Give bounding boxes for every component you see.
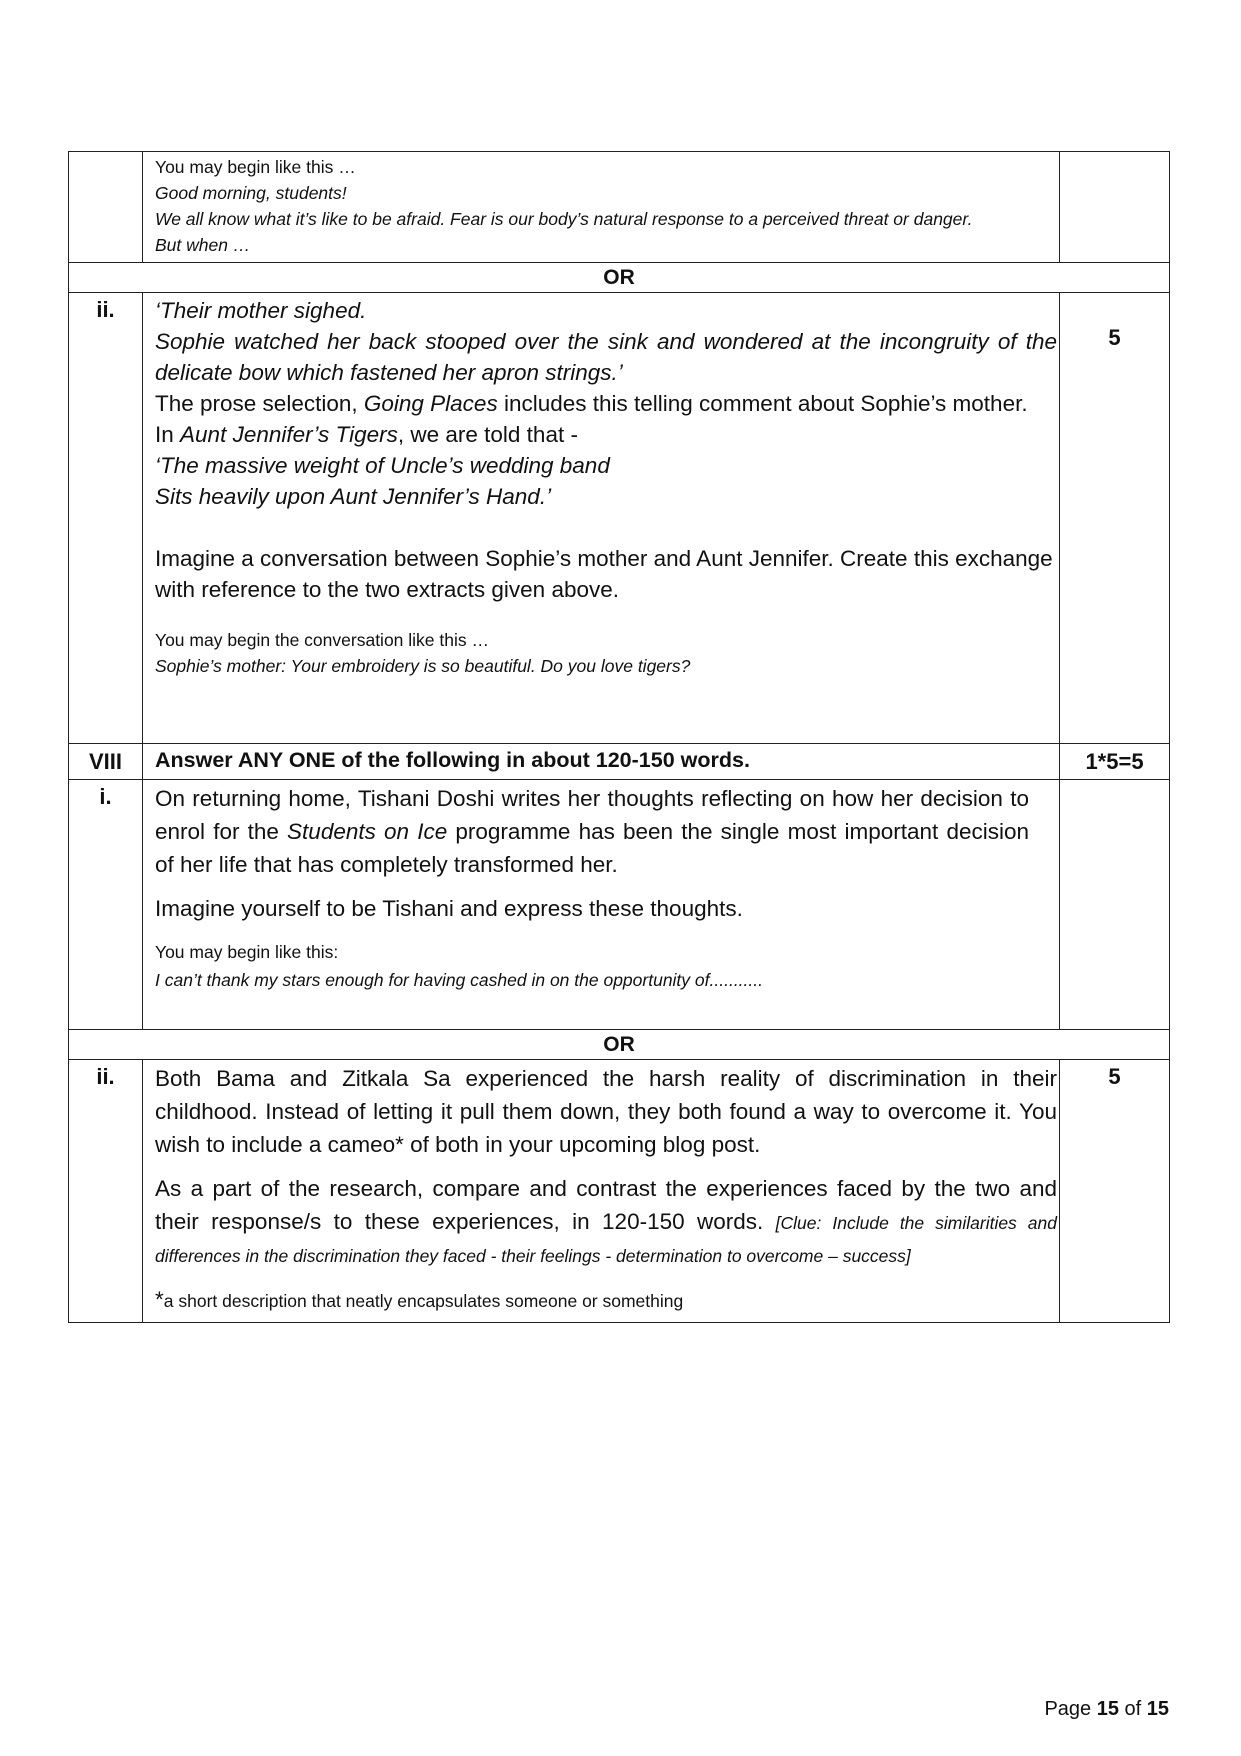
quote-line: Sophie watched her back stooped over the sink and wondered at the incongruity of the delicate bow which fastened her apron strings.’: [155, 329, 1057, 385]
question-content: [143, 293, 1060, 744]
question-paragraph: Both Bama and Zitkala Sa experienced the harsh reality of discrimination in their childhood. Instead of letting it pull them down, they both found a way to overcome it. You wish to include a cameo* of both in your upcoming blog post.: [155, 1066, 1057, 1157]
row-top-continuation: [69, 152, 1170, 263]
marks-cell: [1060, 293, 1170, 744]
row-section-8: [69, 744, 1170, 780]
marks-cell: [1060, 1060, 1170, 1323]
row-question-8-i: [69, 780, 1170, 1030]
page-footer: Page 15 of 15: [1044, 1698, 1169, 1720]
begin-text: I can’t thank my stars enough for having cashed in on the opportunity of...........: [155, 970, 763, 990]
speech-line: We all know what it’s like to be afraid. Fear is our body’s natural response to a perceived threat or danger.: [155, 209, 973, 229]
footnote: [155, 1283, 1059, 1318]
clue-text: [Clue: Include the similarities and differences in the discrimination they faced - their feelings - determination to overcome – success]: [155, 1213, 1058, 1266]
or-row: [69, 1030, 1170, 1060]
marks-value: 5: [1108, 1064, 1121, 1089]
greeting: Good morning, students!: [155, 183, 347, 203]
footnote-star: *: [155, 1287, 164, 1312]
or-label: OR: [69, 263, 1170, 293]
cell-empty-number: [69, 152, 143, 263]
section-heading: Answer ANY ONE of the following in about 120-150 words.: [143, 744, 1060, 780]
poem-title: Aunt Jennifer’s Tigers: [180, 422, 398, 447]
question-content: [143, 1060, 1060, 1323]
or-label: OR: [69, 1030, 1170, 1060]
question-task: As a part of the research, compare and contrast the experiences faced by the two and their response/s to these experiences, in 120-150 words. [Clue: Include the similarities and differences in the discrimination they faced - their feelings - determination to overcome – success]: [155, 1176, 1058, 1266]
cell-empty-marks: [1060, 780, 1170, 1030]
section-number: VIII: [69, 744, 143, 780]
question-number: i.: [69, 780, 143, 1030]
begin-label: You may begin the conversation like this …: [155, 630, 489, 650]
marks-value: 5: [1108, 325, 1121, 350]
poem-quote-line: Sits heavily upon Aunt Jennifer’s Hand.’: [155, 484, 552, 509]
programme-title: Students on Ice: [287, 819, 448, 844]
question-content: [143, 780, 1060, 1030]
row-question-8-ii: [69, 1060, 1170, 1323]
prose-sentence: The prose selection, Going Places includes this telling comment about Sophie’s mother.: [155, 391, 1028, 416]
task-text: Imagine a conversation between Sophie’s mother and Aunt Jennifer. Create this exchange with reference to the two extracts given above.: [155, 546, 1053, 602]
section-marks: 1*5=5: [1060, 744, 1170, 780]
cell-empty-marks: [1060, 152, 1170, 263]
footnote-text: a short description that neatly encapsulates someone or something: [163, 1291, 684, 1311]
speech-ellipsis: But when …: [155, 235, 251, 255]
prose-title: Going Places: [363, 391, 498, 416]
poem-quote-line: ‘The massive weight of Uncle’s wedding band: [155, 453, 610, 478]
cell-top-content: [143, 152, 1060, 263]
row-question-7-ii: [69, 293, 1170, 744]
begin-label: You may begin like this …: [155, 157, 356, 177]
begin-label: You may begin like this:: [155, 942, 339, 962]
quote-line: ‘Their mother sighed.: [155, 298, 367, 323]
question-number: ii.: [69, 1060, 143, 1323]
page-total: 15: [1146, 1698, 1169, 1720]
page-number: 15: [1096, 1698, 1119, 1720]
question-paragraph: On returning home, Tishani Doshi writes her thoughts reflecting on how her decision to enrol for the Students on Ice programme has been the single most important decision of her life that has completely transformed her.: [155, 786, 1030, 877]
question-table: [68, 151, 1170, 1323]
begin-text: Sophie’s mother: Your embroidery is so beautiful. Do you love tigers?: [155, 656, 691, 676]
question-number: ii.: [69, 293, 143, 744]
or-row: [69, 263, 1170, 293]
question-instruction: Imagine yourself to be Tishani and express these thoughts.: [155, 896, 743, 921]
poem-sentence: In Aunt Jennifer’s Tigers, we are told that -: [155, 422, 578, 447]
